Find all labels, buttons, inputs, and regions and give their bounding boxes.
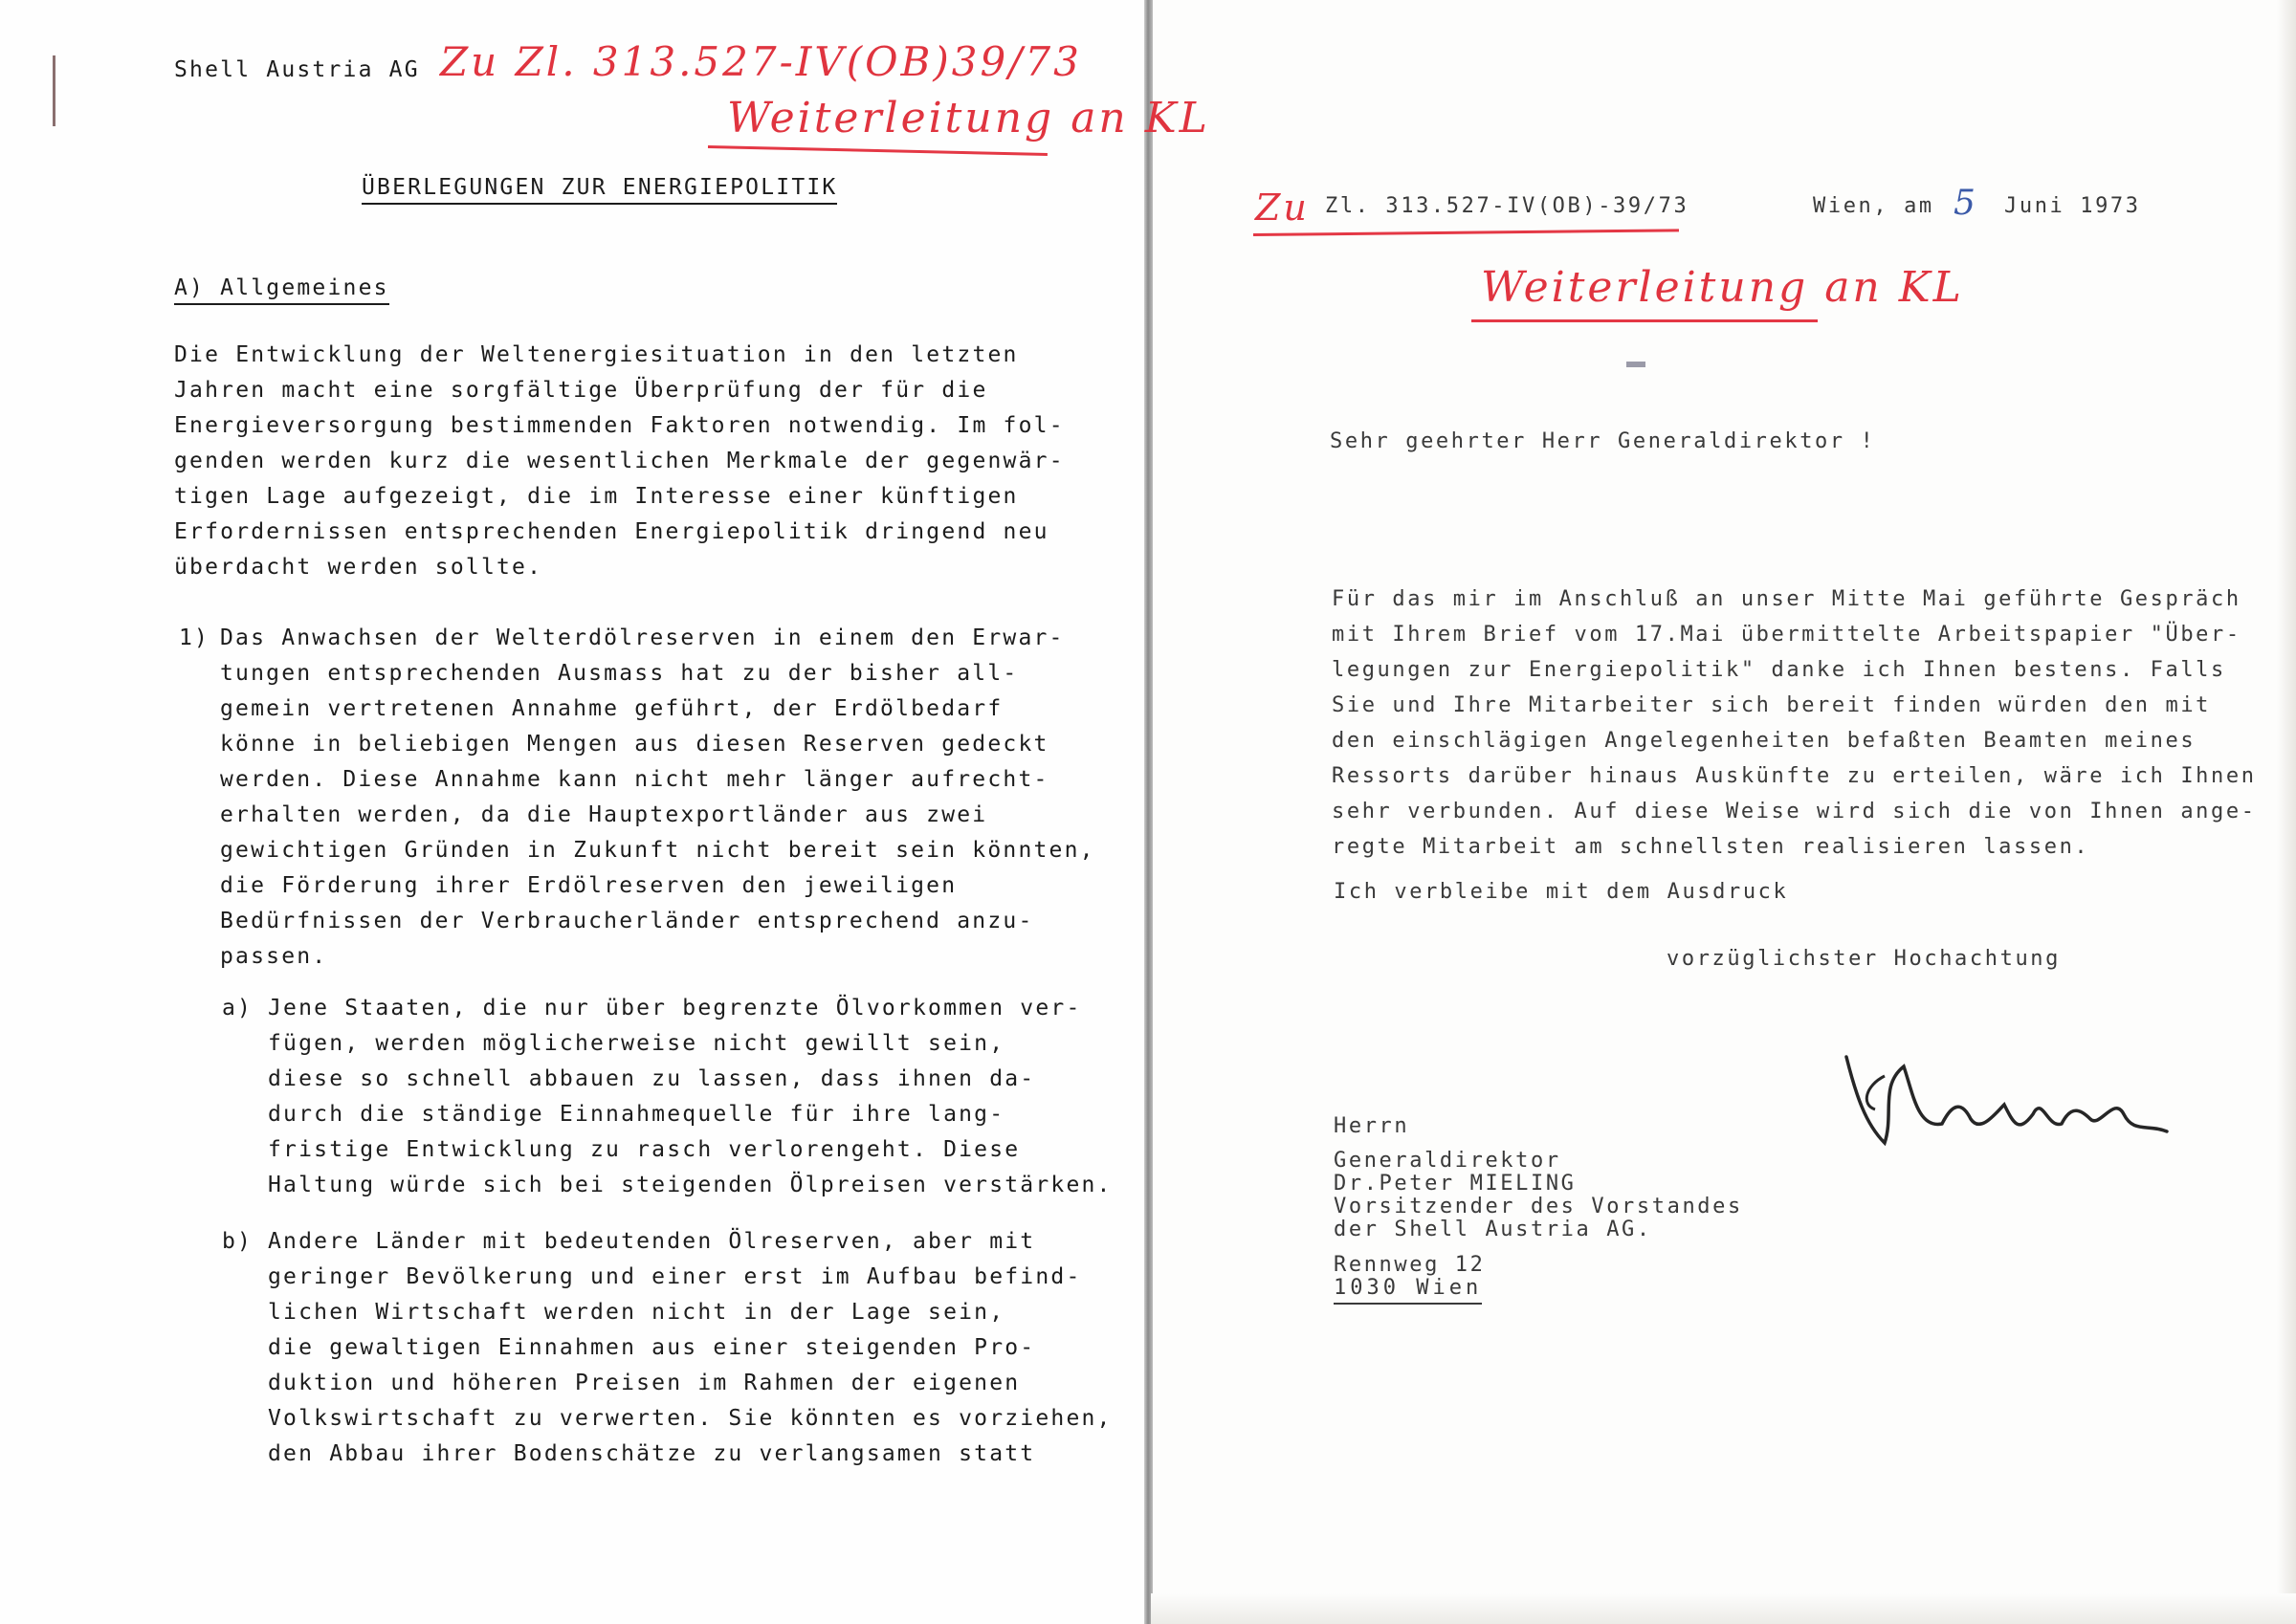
red-forward-note: Weiterleitung an KL (1481, 263, 1964, 312)
item-a-line: fügen, werden möglicherweise nicht gewillt sein, (268, 1031, 1005, 1056)
item1-line: passen. (220, 944, 328, 969)
item1-line: Das Anwachsen der Welterdölreserven in einem den Erwar- (220, 625, 1065, 650)
item-b-line: duktion und höheren Preisen im Rahmen der eigenen (268, 1371, 1021, 1395)
address-line: Rennweg 12 (1334, 1253, 1486, 1277)
list-item-number: 1) (179, 625, 210, 650)
salutation: Sehr geehrter Herr Generaldirektor ! (1330, 429, 1876, 453)
closing-line: Ich verbleibe mit dem Ausdruck (1334, 880, 1789, 904)
item-b-line: geringer Bevölkerung und einer erst im Aufbau befind- (268, 1264, 1082, 1289)
address-line: der Shell Austria AG. (1334, 1218, 1652, 1241)
item1-line: gemein vertretenen Annahme geführt, der Erdölbedarf (220, 696, 1004, 721)
date-suffix: Juni 1973 (2004, 194, 2141, 218)
company-name: Shell Austria AG (174, 57, 420, 82)
item-b-line: Andere Länder mit bedeutenden Ölreserven, aber mit (268, 1229, 1036, 1254)
intro-line: überdacht werden sollte. (174, 555, 543, 580)
reference-number: Zl. 313.527-IV(OB)-39/73 (1325, 194, 1689, 218)
body-line: Sie und Ihre Mitarbeiter sich bereit finden würden den mit (1332, 693, 2212, 717)
intro-line: genden werden kurz die wesentlichen Merkmale der gegenwär- (174, 449, 1065, 473)
page-divider (1144, 0, 1153, 1624)
item-a-line: diese so schnell abbauen zu lassen, dass ihnen da- (268, 1066, 1036, 1091)
address-city: 1030 Wien (1334, 1276, 1482, 1305)
body-line: den einschlägigen Angelegenheiten befaßten Beamten meines (1332, 729, 2197, 753)
item1-line: erhalten werden, da die Hauptexportländer aus zwei (220, 802, 988, 827)
date-prefix: Wien, am (1813, 194, 1934, 218)
item1-line: Bedürfnissen der Verbraucherländer entsprechend anzu- (220, 909, 1034, 933)
address-line: Generaldirektor (1334, 1149, 1561, 1173)
body-line: Ressorts darüber hinaus Auskünfte zu erteilen, wäre ich Ihnen (1332, 764, 2257, 788)
stray-mark (1626, 362, 1645, 367)
item-b-line: die gewaltigen Einnahmen aus einer steigenden Pro- (268, 1335, 1036, 1360)
red-reference-annotation: Zu Zl. 313.527-IV(OB)39/73 (440, 38, 1082, 85)
margin-mark (53, 55, 55, 126)
intro-line: Energieversorgung bestimmenden Faktoren notwendig. Im fol- (174, 413, 1065, 438)
item1-line: die Förderung ihrer Erdölreserven den jeweiligen (220, 873, 958, 898)
body-line: sehr verbunden. Auf diese Weise wird sich die von Ihnen ange- (1332, 800, 2257, 823)
item-a-line: Jene Staaten, die nur über begrenzte Ölvorkommen ver- (268, 996, 1082, 1020)
intro-line: Jahren macht eine sorgfältige Überprüfung der für die (174, 378, 988, 403)
item-a-line: Haltung würde sich bei steigenden Ölpreisen verstärken. (268, 1173, 1113, 1197)
address-line: Vorsitzender des Vorstandes (1334, 1195, 1743, 1218)
item-b-line: lichen Wirtschaft werden nicht in der Lage sein, (268, 1300, 1005, 1325)
body-line: Für das mir im Anschluß an unser Mitte Mai geführte Gespräch (1332, 587, 2241, 611)
date-day-handwritten: 5 (1954, 184, 1978, 223)
item1-line: könne in beliebigen Mengen aus diesen Reserven gedeckt (220, 732, 1049, 757)
item-a-line: fristige Entwicklung zu rasch verlorengeht. Diese (268, 1137, 1021, 1162)
body-line: regte Mitarbeit am schnellsten realisieren lassen. (1332, 835, 2090, 859)
page-bottom-edge (1151, 1593, 2296, 1624)
item-b-line: Volkswirtschaft zu verwerten. Sie könnten es vorziehen, (268, 1406, 1113, 1431)
intro-line: Die Entwicklung der Weltenergiesituation in den letzten (174, 342, 1019, 367)
address-line: Herrn (1334, 1114, 1410, 1138)
section-heading: A) Allgemeines (174, 275, 389, 305)
red-zu-annotation: Zu (1255, 187, 1310, 229)
item-b-line: den Abbau ihrer Bodenschätze zu verlangsamen statt (268, 1441, 1036, 1466)
sub-item-label: b) (222, 1229, 254, 1254)
item1-line: gewichtigen Gründen in Zukunft nicht bereit sein könnten, (220, 838, 1095, 863)
intro-line: Erfordernissen entsprechenden Energiepolitik dringend neu (174, 519, 1049, 544)
intro-line: tigen Lage aufgezeigt, die im Interesse einer künftigen (174, 484, 1019, 509)
signature (1827, 1038, 2181, 1162)
red-forward-note: Weiterleitung an KL (727, 94, 1210, 143)
item-a-line: durch die ständige Einnahmequelle für ihre lang- (268, 1102, 1005, 1127)
page-edge (2277, 0, 2296, 1624)
address-line: Dr.Peter MIELING (1334, 1172, 1577, 1196)
body-line: mit Ihrem Brief vom 17.Mai übermittelte Arbeitspapier "Über- (1332, 623, 2241, 647)
closing-phrase: vorzüglichster Hochachtung (1667, 947, 2061, 971)
document-title: ÜBERLEGUNGEN ZUR ENERGIEPOLITIK (362, 175, 837, 205)
body-line: legungen zur Energiepolitik" danke ich Ihnen bestens. Falls (1332, 658, 2226, 682)
red-underline (1471, 319, 1818, 322)
sub-item-label: a) (222, 996, 254, 1020)
item1-line: werden. Diese Annahme kann nicht mehr länger aufrecht- (220, 767, 1049, 792)
item1-line: tungen entsprechenden Ausmass hat zu der bisher all- (220, 661, 1019, 686)
